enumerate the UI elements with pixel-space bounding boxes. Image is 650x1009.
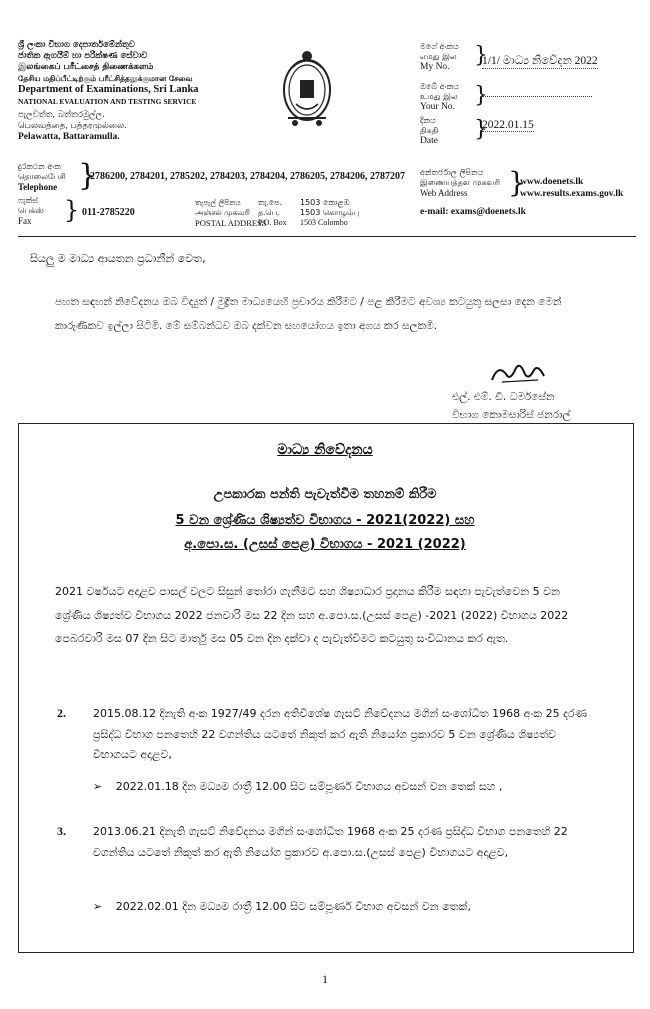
dept-address bbox=[18, 110, 127, 143]
web-address-label bbox=[420, 168, 500, 198]
notice-item-text: 2015.08.12 දිනැති අංක 1927/49 දරන අතිවිශේෂ ගැසට් නිවේදනය මගින් සංශෝධිත 1968 අංක 25 දරණ ප්‍රසිද්ධ විභාග පනතෙහි 22 වගන්තිය යටතේ නිකුත් කර ඇති නියෝග ප්‍රකාරව 5 වන ශ්‍රේණිය ශිෂ්‍යත්ව විභාගයට අදාළව, bbox=[93, 707, 587, 761]
notice-item-text: 2013.06.21 දිනැති ගැසට් නිවේදනය මගින් සංශෝධිත 1968 අංක 25 දරණ ප්‍රසිද්ධ විභාග පනතෙහි 22 වගන්තිය යටතේ නිකුත් කර ඇති නියෝග ප්‍රකාරව අ.පො.ස.(උසස් පෙළ) විභාගයට අදාළව, bbox=[93, 825, 568, 859]
postal-box-number bbox=[300, 198, 359, 228]
brace-icon: } bbox=[78, 158, 98, 193]
post-box-si: 1503 කොළඹ bbox=[300, 198, 350, 207]
telephone-numbers: 2786200, 2784201, 2785202, 2784203, 2784204, 2786205, 2784206, 2787207 bbox=[90, 171, 405, 182]
arrow-bullet-icon: ➢ bbox=[93, 900, 103, 913]
service-name-en: NATIONAL EVALUATION AND TESTING SERVICE bbox=[18, 97, 197, 106]
my-no-si: මගේ අංකය bbox=[420, 42, 459, 51]
post-en: POSTAL ADDRESS bbox=[195, 218, 267, 228]
notice-subtitle-3-text: අ.පො.ස. (උසස් පෙළ) විභාගය - 2021 (2022) bbox=[184, 537, 466, 552]
my-no-en: My No. bbox=[420, 62, 450, 72]
brace-icon: } bbox=[508, 166, 526, 199]
brace-icon: } bbox=[474, 43, 488, 68]
date-ta: திகதி bbox=[420, 126, 439, 135]
address-ta: பெலவத்தை, பத்தரமுல்லை. bbox=[18, 121, 127, 131]
address-en: Pelawatta, Battaramulla. bbox=[18, 132, 120, 142]
your-no-ta: உமது இல bbox=[420, 92, 458, 101]
media-notice-box bbox=[18, 423, 634, 953]
brace-icon: } bbox=[474, 83, 488, 108]
my-no-value: 1/1/ මාධ්‍ය නිවේදන 2022 bbox=[482, 55, 598, 67]
web-si: අන්තර්ජාල ලිපිනය bbox=[420, 168, 484, 177]
item-number: 3. bbox=[57, 824, 66, 838]
fax-label bbox=[18, 196, 44, 226]
service-name-ta: தேசிய மதிப்பீட்டிற்கும் பரீட்சித்தலுக்குமான சேவை bbox=[18, 74, 193, 83]
page-number: 1 bbox=[322, 972, 328, 986]
item-number: 2. bbox=[57, 706, 66, 720]
notice-subtitle-2-text: 5 වන ශ්‍රේණිය ශිෂ්‍යත්ව විභාගය - 2021(2022) සහ bbox=[175, 513, 475, 528]
my-no-label bbox=[420, 42, 459, 72]
letter-body: පහත සඳහන් නිවේදනය ඔබ විද්‍යුත් / මුද්‍රිත මාධ්‍යයෙහි ප්‍රචාරය කිරීමට / පළ කිරීමට අවශ්‍ය කටයුතු සලසා දෙන මෙන් කාරුණිකව ඉල්ලා සිටිමි. මේ සම්බන්ධව ඔබ දක්වන සහයෝගය ඉතා අගය කර සලකමි. bbox=[55, 296, 562, 332]
signer-name: එල්. එම්. ඩී. ධර්මසේන bbox=[452, 391, 555, 403]
address-si: පැලවත්ත, බත්තරමුල්ල. bbox=[18, 110, 105, 120]
notice-item-bullet bbox=[93, 900, 471, 914]
fax-en: Fax bbox=[18, 216, 32, 226]
web-ta: இணையத்தள முகவரி bbox=[420, 178, 500, 187]
notice-subtitle-2 bbox=[0, 513, 650, 528]
tel-si: දුරකථන අංක bbox=[18, 162, 61, 171]
email-link[interactable]: e-mail: exams@doenets.lk bbox=[420, 207, 526, 217]
your-no-label bbox=[420, 82, 459, 112]
brace-icon: } bbox=[474, 117, 488, 142]
fax-number: 011-2785220 bbox=[82, 207, 135, 218]
web-link-doenets[interactable]: www.doenets.lk bbox=[520, 177, 584, 187]
post-ta: அஞ்சல் முகவரி bbox=[195, 208, 250, 217]
sri-lanka-emblem-icon bbox=[278, 44, 336, 128]
tel-en: Telephone bbox=[18, 182, 58, 192]
signer-title: විභාග කොමසාරිස් ජනරාල් bbox=[452, 409, 571, 421]
notice-heading-text: මාධ්‍ය නිවේදනය bbox=[277, 442, 373, 458]
dept-name-si: ශ්‍රී ලංකා විභාග දෙපාර්තමේන්තුව bbox=[18, 40, 135, 50]
notice-item-bullet bbox=[93, 780, 502, 794]
header-divider bbox=[18, 236, 636, 237]
your-no-en: Your No. bbox=[420, 102, 455, 112]
date-en: Date bbox=[420, 136, 438, 146]
brace-icon: } bbox=[64, 196, 80, 224]
post-abbr-ta: த.பெ. bbox=[258, 208, 280, 217]
post-abbr-si: තැ.පෙ. bbox=[258, 198, 282, 207]
signature-icon bbox=[488, 360, 548, 388]
dept-name-ta: இலங்கைப் பரீட்சைத் திணைக்களம் bbox=[18, 62, 154, 72]
post-si: තැපැල් ලිපිනය bbox=[195, 198, 241, 207]
fax-ta: பெக்ஸ் bbox=[18, 206, 44, 215]
arrow-bullet-icon: ➢ bbox=[93, 780, 103, 793]
tel-ta: தொலைபேசி bbox=[18, 172, 66, 181]
date-label bbox=[420, 116, 438, 146]
web-en: Web Address bbox=[420, 188, 468, 198]
notice-intro: 2021 වර්ෂයට අදාළව පාසල් වලට සිසුන් තෝරා ගැනීමට සහ ශිෂ්‍යාධාර ප්‍රදානය කිරීම සඳහා පැවැත්වෙන 5 වන ශ්‍රේණිය ශිෂ්‍යත්ව විභාගය 2022 ජනවාරි මස 22 දින සහ අ.පො.ස.(උසස් පෙළ) -2021 (2022) විභාගය 2022 පෙබරවාරි මස 07 දින සිට මාර්තු මස 05 වන දින දක්වා ද පැවැත්වීමට කටයුතු සංවිධානය කර ඇත. bbox=[55, 585, 569, 645]
notice-subtitle-3 bbox=[0, 537, 650, 552]
web-link-results[interactable]: www.results.exams.gov.lk bbox=[520, 189, 624, 199]
signatory bbox=[452, 388, 570, 424]
web-addresses bbox=[520, 176, 623, 200]
bullet-text: 2022.01.18 දින මධ්‍යම රාත්‍රී 12.00 සිට සම්පූර්ණ විභාගය අවසන් වන තෙක් සහ , bbox=[115, 780, 503, 793]
bullet-text: 2022.02.01 දින මධ්‍යම රාත්‍රී 12.00 සිට සම්පූර්ණ විභාග අවසන් වන තෙක්, bbox=[115, 900, 471, 913]
service-name-si: ජාතික ඇගයීම් හා පරීක්ෂණ සේවාව bbox=[18, 51, 148, 61]
post-box-ta: 1503 கொழும்பு bbox=[300, 208, 360, 217]
my-no-ta: எமது இல bbox=[420, 52, 457, 61]
post-box-en: 1503 Colombo bbox=[300, 218, 348, 227]
your-no-si: ඔබේ අංකය bbox=[420, 82, 459, 91]
postal-box-abbr bbox=[258, 198, 287, 228]
letterhead-dept bbox=[18, 40, 248, 107]
date-value: 2022.01.15 bbox=[482, 119, 534, 131]
notice-subtitle-1: උපකාරක පන්ති පැවැත්වීම තහනම් කිරීම bbox=[213, 487, 437, 502]
date-si: දිනය bbox=[420, 116, 436, 125]
dept-name-en: Department of Examinations, Sri Lanka bbox=[18, 84, 199, 95]
your-no-value bbox=[482, 86, 592, 97]
letter-greeting: සියලු ම මාධ්‍ය ආයතන ප්‍රධානීන් වෙත, bbox=[30, 252, 206, 265]
telephone-label bbox=[18, 162, 66, 192]
postal-label bbox=[195, 198, 267, 228]
fax-si: ෆැක්ස් bbox=[18, 196, 38, 205]
post-abbr-en: P.O. Box bbox=[258, 218, 287, 227]
notice-heading bbox=[0, 442, 650, 458]
